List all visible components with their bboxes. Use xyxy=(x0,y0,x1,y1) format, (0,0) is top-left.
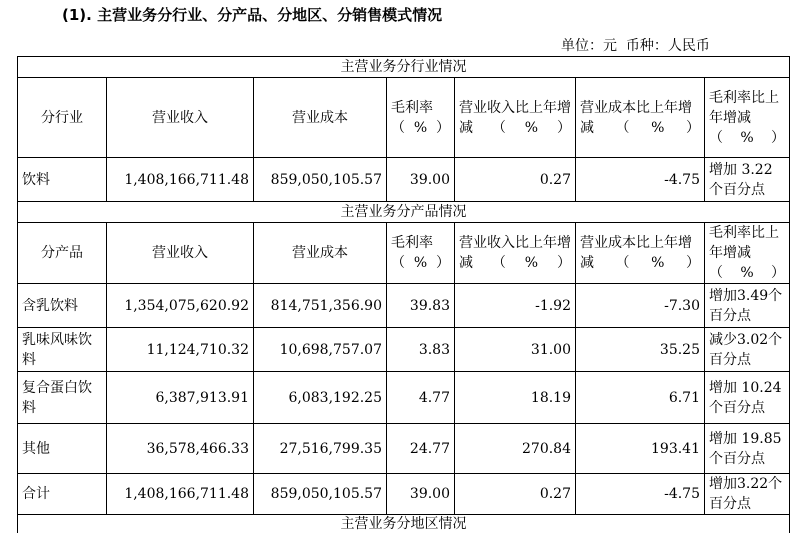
product-cell: 1,354,075,620.92 xyxy=(107,284,254,328)
industry-cell: 饮料 xyxy=(18,158,107,202)
industry-header-cell: 营业收入比上年增减（%） xyxy=(455,78,576,158)
industry-header-cell: 毛利率（%） xyxy=(387,78,455,158)
region-section-title-row xyxy=(18,515,790,533)
product-cell: 4.77 xyxy=(387,372,455,424)
product-cell: 18.19 xyxy=(455,372,576,424)
industry-header-cell: 营业成本比上年增减（%） xyxy=(576,78,705,158)
region-section-title: 主营业务分地区情况 xyxy=(18,515,790,533)
industry-section-title-row xyxy=(18,57,790,78)
product-header-cell: 营业成本 xyxy=(254,223,387,284)
product-cell: 6,387,913.91 xyxy=(107,372,254,424)
industry-cell: 0.27 xyxy=(455,158,576,202)
product-cell: 27,516,799.35 xyxy=(254,424,387,474)
product-cell: 其他 xyxy=(18,424,107,474)
product-cell: 含乳饮料 xyxy=(18,284,107,328)
product-cell: 11,124,710.32 xyxy=(107,328,254,372)
product-cell: -1.92 xyxy=(455,284,576,328)
product-cell: 193.41 xyxy=(576,424,705,474)
product-row xyxy=(18,372,790,424)
product-cell: -4.75 xyxy=(576,474,705,515)
industry-section-title: 主营业务分行业情况 xyxy=(18,57,790,78)
product-cell: 270.84 xyxy=(455,424,576,474)
industry-cell: 39.00 xyxy=(387,158,455,202)
product-cell: 1,408,166,711.48 xyxy=(107,474,254,515)
product-cell: 增加3.49个百分点 xyxy=(705,284,790,328)
industry-header-cell: 营业成本 xyxy=(254,78,387,158)
product-header-cell: 营业收入 xyxy=(107,223,254,284)
industry-cell: -4.75 xyxy=(576,158,705,202)
industry-cell: 859,050,105.57 xyxy=(254,158,387,202)
product-cell: 乳味风味饮料 xyxy=(18,328,107,372)
product-cell: 859,050,105.57 xyxy=(254,474,387,515)
product-cell: 增加3.22个百分点 xyxy=(705,474,790,515)
product-cell: 35.25 xyxy=(576,328,705,372)
product-row xyxy=(18,424,790,474)
industry-row xyxy=(18,158,790,202)
product-cell: 39.00 xyxy=(387,474,455,515)
product-cell: 合计 xyxy=(18,474,107,515)
product-cell: 814,751,356.90 xyxy=(254,284,387,328)
product-section-title-row xyxy=(18,202,790,223)
currency-label: 币种：人民币 xyxy=(626,35,710,55)
product-row xyxy=(18,284,790,328)
product-header-cell: 分产品 xyxy=(18,223,107,284)
product-header-cell: 毛利率比上年增减（%） xyxy=(705,223,790,284)
product-section-title: 主营业务分产品情况 xyxy=(18,202,790,223)
product-row xyxy=(18,474,790,515)
industry-cell: 1,408,166,711.48 xyxy=(107,158,254,202)
product-row xyxy=(18,328,790,372)
industry-header-cell: 分行业 xyxy=(18,78,107,158)
industry-header-cell: 毛利率比上年增减（%） xyxy=(705,78,790,158)
industry-header-cell: 营业收入 xyxy=(107,78,254,158)
industry-cell: 增加 3.22 个百分点 xyxy=(705,158,790,202)
product-cell: 10,698,757.07 xyxy=(254,328,387,372)
product-cell: 3.83 xyxy=(387,328,455,372)
product-cell: 0.27 xyxy=(455,474,576,515)
product-cell: 36,578,466.33 xyxy=(107,424,254,474)
product-cell: 31.00 xyxy=(455,328,576,372)
unit-label: 单位：元 xyxy=(561,35,617,55)
product-cell: 6.71 xyxy=(576,372,705,424)
business-table-body xyxy=(18,57,790,533)
product-header-cell: 营业收入比上年增减（%） xyxy=(455,223,576,284)
product-cell: 复合蛋白饮料 xyxy=(18,372,107,424)
product-header-cell: 营业成本比上年增减（%） xyxy=(576,223,705,284)
business-table xyxy=(17,56,790,533)
product-header-row xyxy=(18,223,790,284)
product-header-cell: 毛利率（%） xyxy=(387,223,455,284)
product-cell: 减少3.02个百分点 xyxy=(705,328,790,372)
product-cell: -7.30 xyxy=(576,284,705,328)
unit-currency-line xyxy=(561,35,710,55)
section-heading: (1). 主营业务分行业、分产品、分地区、分销售模式情况 xyxy=(62,4,442,25)
product-cell: 增加 10.24 个百分点 xyxy=(705,372,790,424)
product-cell: 39.83 xyxy=(387,284,455,328)
product-cell: 增加 19.85 个百分点 xyxy=(705,424,790,474)
product-cell: 24.77 xyxy=(387,424,455,474)
product-cell: 6,083,192.25 xyxy=(254,372,387,424)
industry-header-row xyxy=(18,78,790,158)
